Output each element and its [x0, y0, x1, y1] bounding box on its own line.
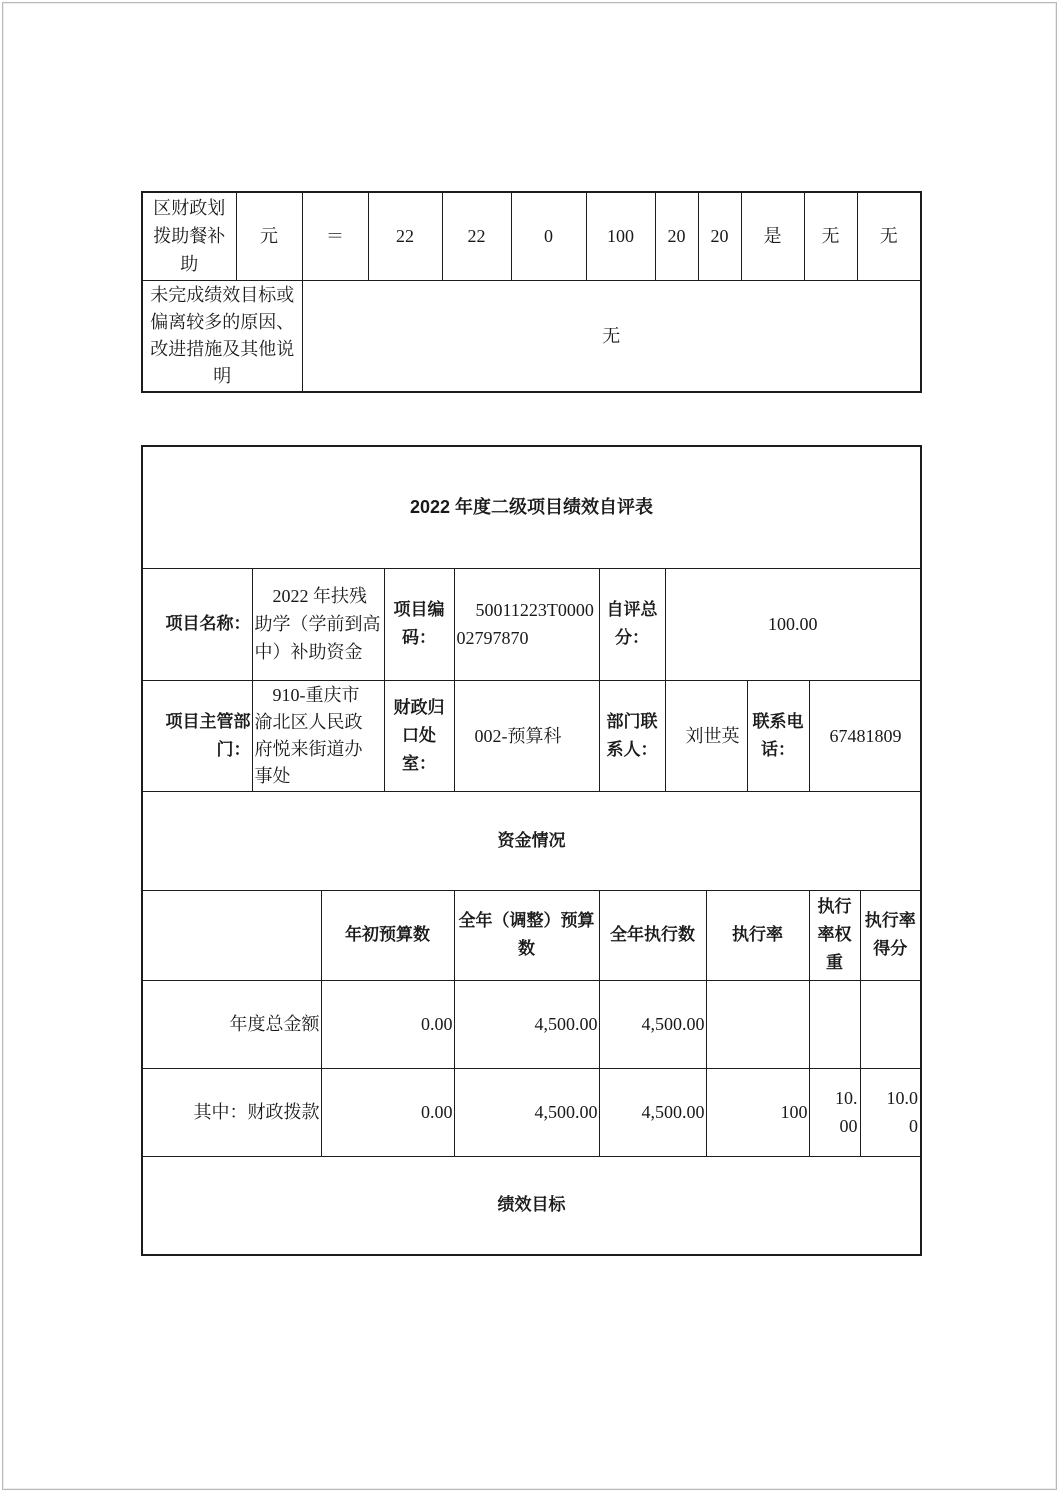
execution-rate-value: 100 — [706, 1068, 809, 1156]
goals-heading: 绩效目标 — [142, 1156, 921, 1255]
project-info-row — [142, 568, 921, 680]
table-cell: 20 — [655, 192, 698, 280]
annual-budget-value: 4,500.00 — [454, 1068, 599, 1156]
funds-header-executed: 全年执行数 — [599, 890, 706, 980]
execution-rate-value — [706, 980, 809, 1068]
funds-header-row — [142, 890, 921, 980]
funds-header-rate-weight: 执行率权重 — [809, 890, 860, 980]
self-evaluation-table — [141, 445, 922, 1256]
rate-weight-value: 10.00 — [809, 1068, 860, 1156]
score-value: 100.00 — [665, 568, 921, 680]
rate-weight-value — [809, 980, 860, 1068]
operator-cell: ＝ — [302, 192, 368, 280]
department-info-row — [142, 680, 921, 791]
department-value: 910-重庆市渝北区人民政府悦来街道办事处 — [252, 680, 384, 791]
executed-value: 4,500.00 — [599, 1068, 706, 1156]
finance-office-value: 002-预算科 — [454, 680, 599, 791]
table-cell: 22 — [442, 192, 511, 280]
table-cell: 0 — [511, 192, 586, 280]
title-row — [142, 446, 921, 568]
department-label: 项目主管部门： — [142, 680, 252, 791]
contact-label: 部门联系人： — [599, 680, 665, 791]
remarks-value: 无 — [302, 280, 921, 392]
table-cell: 20 — [698, 192, 741, 280]
indicator-name-cell: 区财政划拨助餐补助 — [142, 192, 236, 280]
score-label: 自评总分： — [599, 568, 665, 680]
project-name-label: 项目名称： — [142, 568, 252, 680]
table-cell: 是 — [741, 192, 804, 280]
funds-header-blank — [142, 890, 321, 980]
funds-heading: 资金情况 — [142, 791, 921, 890]
table-cell: 无 — [804, 192, 857, 280]
funds-row-label: 其中：财政拨款 — [142, 1068, 321, 1156]
contact-value: 刘世英 — [665, 680, 747, 791]
phone-value: 67481809 — [809, 680, 921, 791]
phone-label: 联系电话： — [747, 680, 809, 791]
project-code-label: 项目编码： — [384, 568, 454, 680]
goals-heading-row — [142, 1156, 921, 1255]
funds-header-initial-budget: 年初预算数 — [321, 890, 454, 980]
annual-budget-value: 4,500.00 — [454, 980, 599, 1068]
initial-budget-value: 0.00 — [321, 980, 454, 1068]
executed-value: 4,500.00 — [599, 980, 706, 1068]
finance-office-label: 财政归口处室： — [384, 680, 454, 791]
table-cell: 100 — [586, 192, 655, 280]
table-cell: 22 — [368, 192, 442, 280]
rate-score-value: 10.00 — [860, 1068, 921, 1156]
table-row — [142, 1068, 921, 1156]
funds-header-execution-rate: 执行率 — [706, 890, 809, 980]
initial-budget-value: 0.00 — [321, 1068, 454, 1156]
rate-score-value — [860, 980, 921, 1068]
funds-header-rate-score: 执行率得分 — [860, 890, 921, 980]
funds-header-annual-budget: 全年（调整）预算数 — [454, 890, 599, 980]
table-cell: 无 — [857, 192, 921, 280]
project-name-value: 2022 年扶残助学（学前到高中）补助资金 — [252, 568, 384, 680]
remarks-row — [142, 280, 921, 392]
indicator-row — [142, 192, 921, 280]
funds-heading-row — [142, 791, 921, 890]
unit-cell: 元 — [236, 192, 302, 280]
project-code-value: 50011223T000002797870 — [454, 568, 599, 680]
funds-row-label: 年度总金额 — [142, 980, 321, 1068]
indicator-table — [141, 191, 922, 393]
table-row — [142, 980, 921, 1068]
remarks-label: 未完成绩效目标或偏离较多的原因、改进措施及其他说明 — [142, 280, 302, 392]
form-title: 2022 年度二级项目绩效自评表 — [142, 446, 921, 568]
